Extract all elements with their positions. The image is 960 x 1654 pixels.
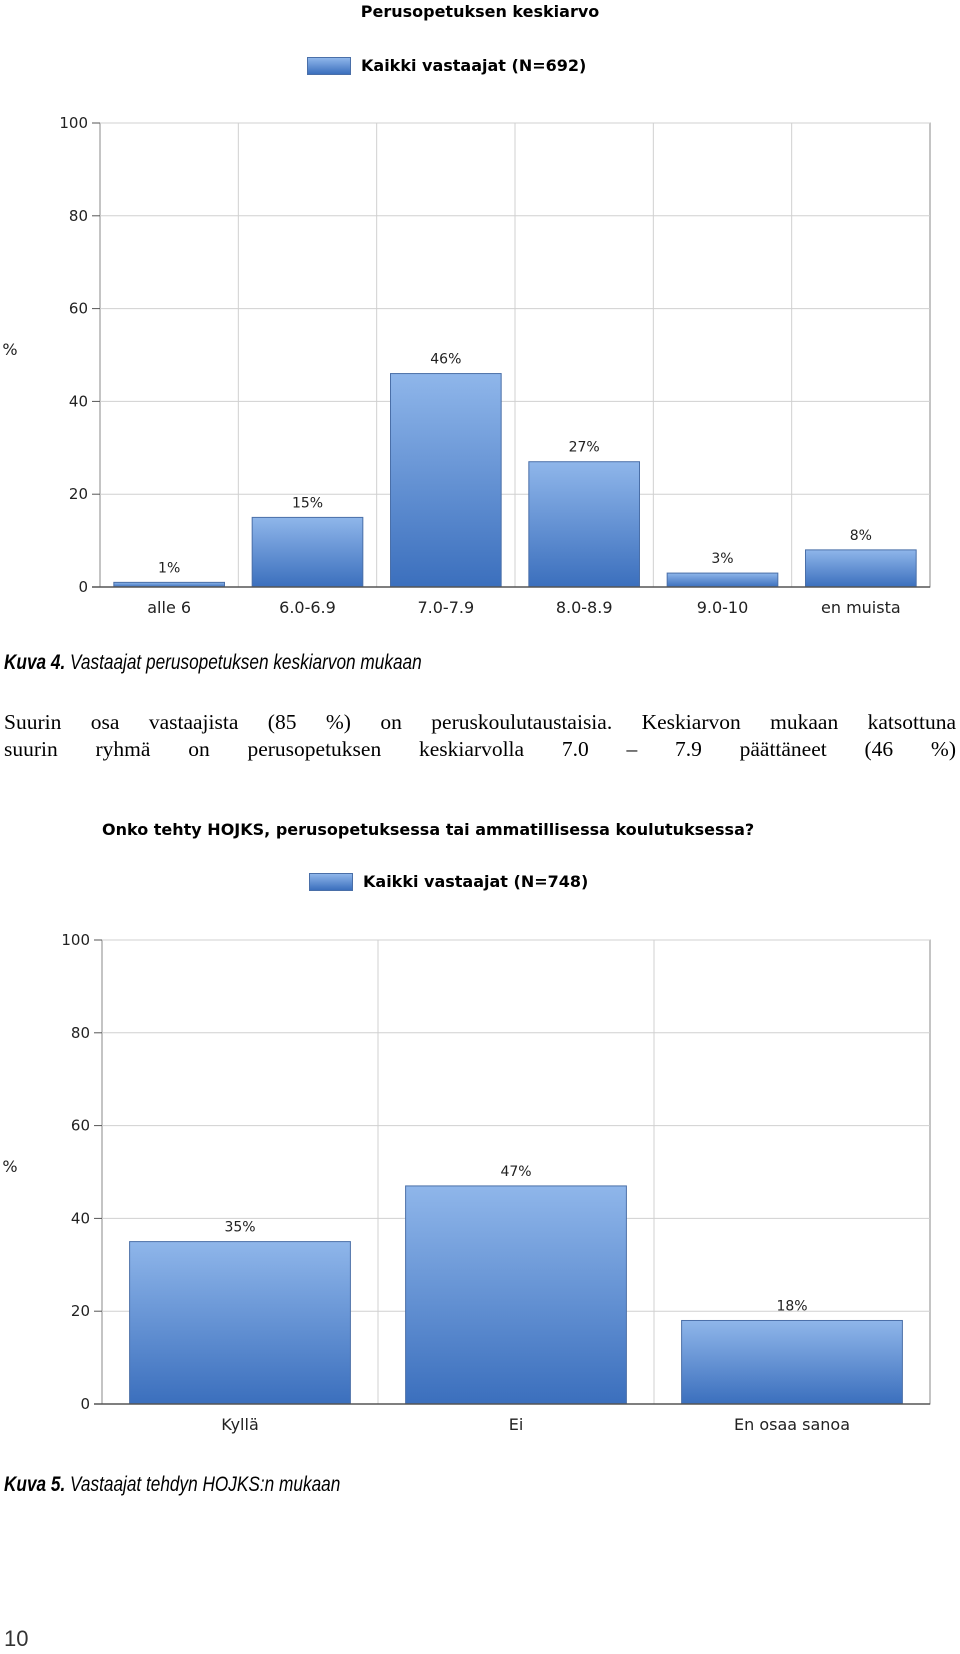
- chart2-plot: [0, 820, 960, 1440]
- chart2-ytick-label: 20: [70, 1302, 90, 1321]
- chart1-data-label: 27%: [568, 439, 600, 456]
- chart2-category-label: Kyllä: [221, 1415, 259, 1434]
- figure5-text: Vastaajat tehdyn HOJKS:n mukaan: [70, 1473, 341, 1496]
- body-paragraph: [4, 709, 956, 763]
- chart2-ytick-label: 100: [61, 931, 90, 949]
- chart2-category-label: En osaa sanoa: [733, 1415, 851, 1434]
- chart1-category-label: 6.0-6.9: [279, 598, 336, 617]
- chart1-ylabel: %: [2, 340, 18, 359]
- body-line-1: Suurin osa vastaajista (85 %) on peruskoulutaustaisia. Keskiarvon mukaan katsottuna: [4, 710, 956, 734]
- chart2-ytick-label: 80: [70, 1023, 90, 1042]
- chart2-data-label: 18%: [776, 1298, 808, 1315]
- chart1-legend-label: Kaikki vastaajat (N=692): [361, 56, 587, 75]
- chart1-data-label: 46%: [430, 351, 462, 368]
- chart2-ytick-label: 40: [70, 1209, 90, 1228]
- figure4-caption: [4, 651, 422, 675]
- figure5-label: Kuva 5.: [4, 1473, 66, 1496]
- chart1-bar: [252, 517, 363, 587]
- figure5-caption: [4, 1473, 340, 1497]
- chart1-category-label: 7.0-7.9: [417, 598, 475, 617]
- chart2-ytick-label: 0: [80, 1395, 90, 1413]
- chart2-ytick-label: 60: [70, 1116, 90, 1135]
- page-number: 10: [4, 1626, 29, 1651]
- chart1-ytick-label: 20: [68, 485, 88, 504]
- chart1-data-label: 3%: [711, 551, 734, 568]
- chart1-data-label: 8%: [849, 527, 872, 544]
- chart1-ytick-label: 100: [59, 114, 88, 132]
- chart2-legend-label: Kaikki vastaajat (N=748): [363, 872, 589, 891]
- chart2-category-label: Ei: [508, 1415, 524, 1434]
- chart1-ytick-label: 40: [68, 392, 88, 411]
- chart2-bar: [130, 1242, 351, 1404]
- figure4-label: Kuva 4.: [4, 651, 66, 674]
- chart1-title: Perusopetuksen keskiarvo: [360, 2, 600, 21]
- chart1-bar: [391, 374, 502, 587]
- chart1-ytick-label: 80: [68, 206, 88, 225]
- body-line-2: suurin ryhmä on perusopetuksen keskiarvolla 7.0 – 7.9 päättäneet (46 %): [4, 737, 956, 761]
- chart1-category-label: en muista: [821, 598, 901, 617]
- chart2-ylabel: %: [2, 1157, 18, 1176]
- chart1-bar: [667, 573, 778, 587]
- chart2-data-label: 35%: [224, 1219, 256, 1236]
- chart1-ytick-label: 60: [68, 299, 88, 318]
- chart1-plot: [0, 0, 960, 620]
- chart1-ytick-label: 0: [78, 578, 88, 596]
- chart1-bar: [529, 462, 640, 587]
- chart2-bar: [682, 1320, 903, 1404]
- chart1-category-label: alle 6: [147, 598, 192, 617]
- chart2-title: Onko tehty HOJKS, perusopetuksessa tai ammatillisessa koulutuksessa?: [102, 820, 755, 839]
- chart2-bar: [406, 1186, 627, 1404]
- chart1-data-label: 15%: [291, 495, 324, 512]
- chart1-bar: [806, 550, 917, 587]
- chart1-category-label: 9.0-10: [696, 598, 749, 617]
- chart2-data-label: 47%: [500, 1163, 532, 1180]
- chart1-category-label: 8.0-8.9: [555, 598, 613, 617]
- figure4-text: Vastaajat perusopetuksen keskiarvon mukaan: [70, 651, 422, 674]
- chart1-data-label: 1%: [158, 560, 181, 577]
